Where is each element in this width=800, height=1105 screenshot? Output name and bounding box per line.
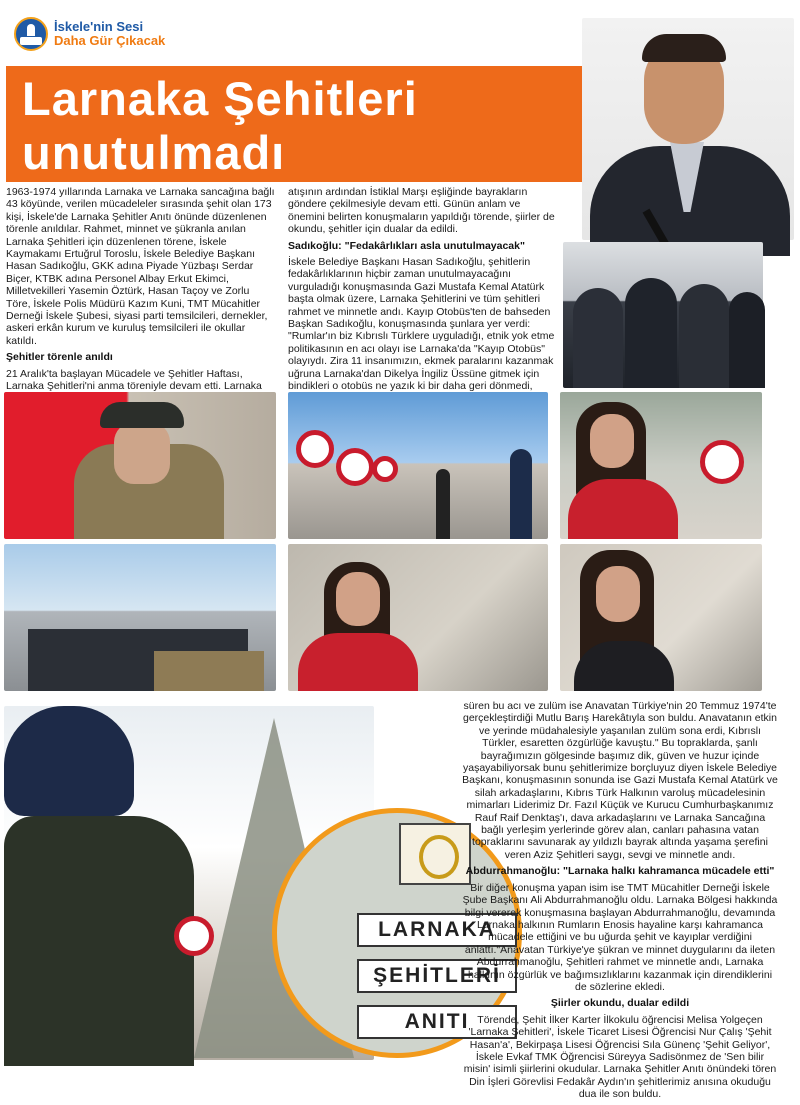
officer-figure <box>625 278 677 388</box>
article-intro-2: atışının ardından İstiklal Marşı eşliğinde bayrakların gönderе çekilmesiyle devam etti. Günün anlam ve önemini belirten konuşmaların yapıldığı törende, şiirler de okundu, şehitler için dualar da edildi. <box>288 186 555 236</box>
girl-head <box>336 572 380 626</box>
article-body-4: Törende, Şehit İlker Karter İlkokulu öğrencisi Melisa Yolgeçen 'Larnaka Şehitleri', İskele Ticaret Lisesi Öğrencisi Nur Çalış 'Şehit Hasan'a', Bekirpaşa Lisesi Öğrencisi Sıla Günenç 'Şehit Geliyor', İskele Evkaf TMK Öğrencisi Süreyya Sadisönmez de 'Sen bilir misin' isimli şiirlerini okudular. Larnaka Şehitler Anıtı önündeki tören Din İşleri Görevlisi Fedakâr Aydın'ın şehitlerimiz anısına okuduğu dua ile son buldu. <box>463 1013 777 1101</box>
masthead-line1: İskele'nin Sesi <box>54 19 144 35</box>
girl-head <box>596 566 640 622</box>
plaque-line2: ŞEHİTLERİ <box>357 959 517 993</box>
emblem-icon <box>399 823 471 885</box>
soldier-body <box>4 816 194 1066</box>
helmet-icon <box>4 706 134 816</box>
veteran-with-flag-photo <box>4 392 276 539</box>
ceremony-square-photo <box>288 392 548 539</box>
mayor-portrait-photo <box>582 18 794 240</box>
red-jacket-shape <box>568 479 678 539</box>
subhead-sehitler: Şehitler törenle anıldı <box>6 351 113 364</box>
plaque-line1: LARNAKA <box>357 913 517 947</box>
masthead-line2: Daha Gür Çıkacak <box>54 33 166 48</box>
article-intro: 1963-1974 yıllarında Larnaka ve Larnaka sancağına bağlı 43 köyünde, verilen mücadeleler sırasında şehit olan 173 kişi, İskele'de Larnaka Şehitler Anıtı önünde düzenlenen törenle anıldılar. Rahmet, minnet ve şükranla anılan Larnaka Şehitleri için düzenlenen törene, İskele Kaymakamı Ertuğrul Toroslu, İskele Belediye Başkanı Hasan Sadıkoğlu, GKK adına Piyade Yüzbaşı Serdar Biçer, KTBK adına Personel Albay Erkut Ekimci, Milletvekilleri Yasemin Öztürk, Hasan Taçoy ve Zorlu Töre, İskele Polis Müdürü Kazım Kuni, TMT Mücahitler Derneği İskele Şubesi, siyasi parti temsilcileri, dernekler, askeri erkân kurum ve kuruluş temsilcileri ile okullar katıldı. <box>6 186 275 347</box>
wreath-icon <box>700 440 744 484</box>
veteran-head <box>114 422 170 484</box>
subhead-siirler: Şiirler okundu, dualar edildi <box>550 997 690 1010</box>
officers-photo <box>563 242 763 388</box>
hair-shape <box>642 34 726 62</box>
masthead-text <box>54 20 165 47</box>
dark-jacket-shape <box>574 641 674 691</box>
police-figure <box>510 449 532 539</box>
headline-line1: Larnaka Şehitleri <box>22 72 418 125</box>
wreath-icon <box>336 448 374 486</box>
article-body-2: İskele Belediye Başkanı Hasan Sadıkoğlu, şehitlerin fedakârlıklarının hiçbir zaman unutulmayacağını vurguladığı konuşmasında Gazi Mustafa Kemal Atatürk başta olmak üzere, Larnaka Şehitlerini ve tüm şehitleri rahmet ve minnetle andı. Kayıp Otobüs'ten de bahseden Başkan Sadıkoğlu, konuşmasında şunlara yer verdi: "Rumlar'ın biz Kıbrıslı Türklere uyguladığı, etnik yok etme politikasının en acı olayı ise Larnaka'da "Kayıp Otobüs" olayıydı. Zira 11 insanımızın, ekmek paralarını kazanmak uğruna Larnaka'dan Dikelya İngiliz Üssüne gitmek için bindikleri o otobüs ne yazık ki bir daha geri dönmedi, <box>288 256 555 393</box>
red-sweater-shape <box>298 633 418 691</box>
girl-with-microphone-photo <box>288 544 548 691</box>
article-body-1: 21 Aralık'ta başlayan Mücadele ve Şehitler Haftası, Larnaka Şehitleri'ni anma töreniyle devam etti. Larnaka <box>6 367 262 393</box>
headline-line2: unutulmadı <box>22 126 286 179</box>
headline <box>22 72 582 180</box>
article-column-3 <box>462 700 778 1105</box>
wreath-icon <box>174 916 214 956</box>
subhead-abdurrahmanoglu: Abdurrahmanoğlu: "Larnaka halkı kahramanca mücadele etti" <box>465 865 775 878</box>
wreath-icon <box>296 430 334 468</box>
newspaper-logo-icon <box>14 17 48 51</box>
subhead-sadikoglu: Sadıkoğlu: "Fedakârlıkları asla unutulmayacak" <box>288 239 525 252</box>
officer-figure <box>436 469 450 539</box>
officer-figure <box>729 292 765 388</box>
girl-head <box>590 414 634 468</box>
plaque-line3: ANITI <box>357 1005 517 1039</box>
beret-icon <box>100 402 184 428</box>
girl-long-hair-photo <box>560 544 762 691</box>
continuation-paragraph: süren bu acı ve zulüm ise Anavatan Türkiye'nin 20 Temmuz 1974'te gerçekleştirdiği Mutlu Barış Harekâtıyla son buldu. Anavatanın etkin ve yerinde müdahalesiyle yaşanılan zulüm sona erdi, Kıbrıslı Türkler, esaretten özgürlüğe kavuştu." Bu topraklarda, şanlı bayrağımızın gölgesinde başımız dik, güven ve huzur içinde yaşayabiliyorsak bunu şehitlerimize borçluyuz diyen İskele Belediye Başkanı, konuşmasının sonunda ise Gazi Mustafa Kemal Atatürk ve silah arkadaşlarını, Kıbrıs Türk Halkının varoluş mücadelesinin mimarları Liderimiz Dr. Fazıl Küçük ve Kurucu Cumhurbaşkanımız Rauf Raif Denktaş'ı, dava arkadaşlarını ve Larnaka Sancağına bağlı yerleşim yerlerinde görev alan, canları pahasına vatan topraklarını savunarak ay yıldızlı bayrak altında yaşama şerefini veren Aziz Şehitleri saygı, sevgi ve minnetle andı. <box>462 700 778 861</box>
honor-guard-photo <box>4 544 276 691</box>
girl-reading-poem-photo <box>560 392 762 539</box>
officer-figure <box>573 288 623 388</box>
article-column-2 <box>288 186 556 409</box>
wreath-icon <box>372 456 398 482</box>
article-body-3: Bir diğer konuşma yapan isim ise TMT Mücahitler Derneği İskele Şube Başkanı Ali Abdurrahmanoğlu oldu. Larnaka Bölgesi hakkında bilgi vererek konuşmasına başlayan Abdurrahmanoğlu, devamında Larnaka halkının Rumların Enosis hayaline karşı kahramanca mücadele ettiğini ve bu uğurda şehit ve kayıplar verdiğini anlattı."Anavatan Türkiye'ye şükran ve minnet duygularını da ileten Abdurrahmanoğlu, Şehitleri rahmet ve minnetle andı, Larnaka halkının özgürlük ve bağımsızlıklarını kazanmak için direndiklerini de sözlerine ekledi. <box>462 881 778 993</box>
officer-figure <box>679 284 729 388</box>
soldiers-shape <box>154 651 264 691</box>
masthead <box>14 12 165 56</box>
